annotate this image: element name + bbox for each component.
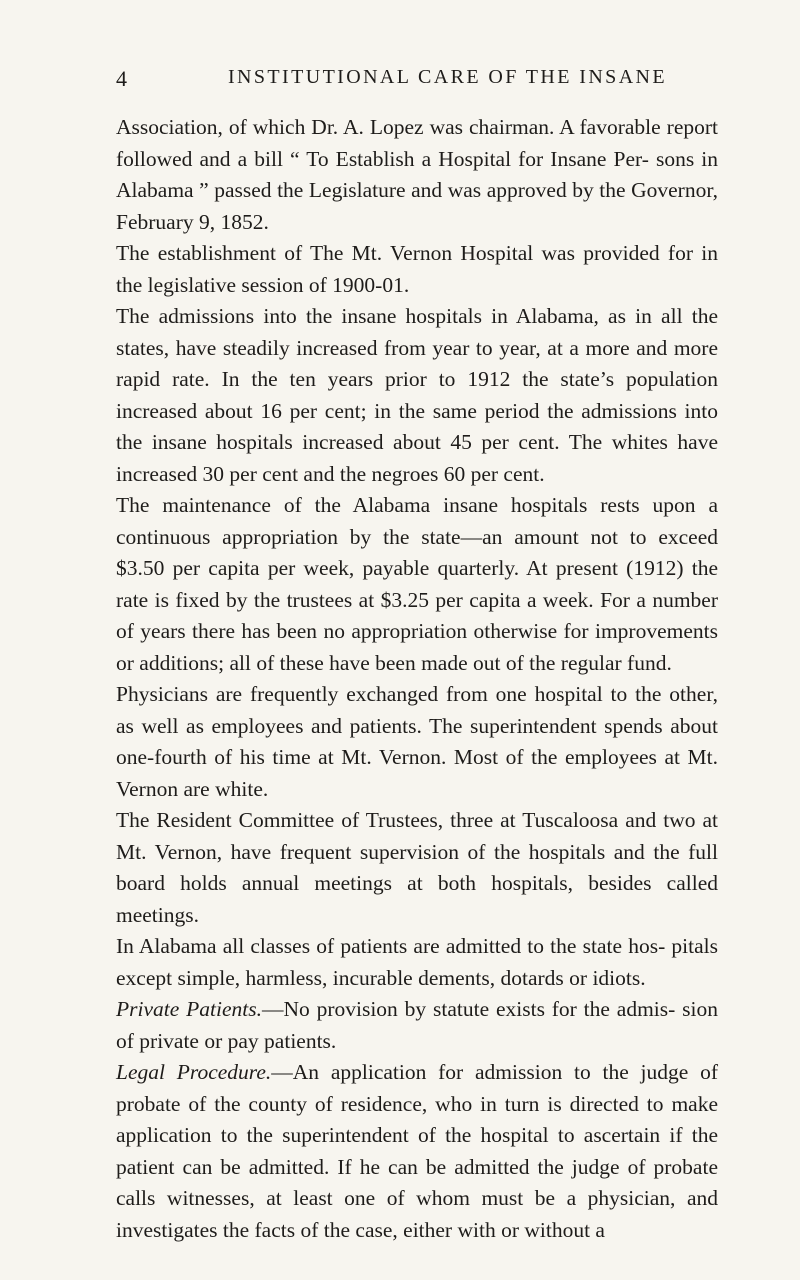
paragraph-text: The admissions into the insane hospitals in Alabama, as in all the states, have steadily increased from year to year, at a more and more rapid rate. In the ten years prior to 1912 the state’s population increased about 16 per cent; in the same period the admissions into the insane hospitals increased about 45 per cent. The whites have increased 30 per cent and the negroes 60 per cent. xyxy=(116,304,718,486)
paragraph xyxy=(116,679,718,805)
paragraph xyxy=(116,994,718,1057)
paragraph-text: Association, of which Dr. A. Lopez was chairman. A favorable report followed and a bill “ To Establish a Hospital for Insane Per- sons in Alabama ” passed the Legislature and was approved by the Governor, February 9, 1852. xyxy=(116,115,718,234)
paragraph xyxy=(116,1057,718,1246)
paragraph-text: The establishment of The Mt. Vernon Hospital was provided for in the legislative session of 1900-01. xyxy=(116,241,718,297)
paragraph xyxy=(116,301,718,490)
paragraph xyxy=(116,805,718,931)
paragraph xyxy=(116,490,718,679)
paragraph xyxy=(116,112,718,238)
body-text xyxy=(116,112,718,1246)
paragraph-text: —An application for admission to the judge of probate of the county of residence, who in turn is directed to make application to the superintendent of the hospital to ascertain if the patient can be admitted. If he can be admitted the judge of probate calls witnesses, at least one of whom must be a physician, and investigates the facts of the case, either with or without a xyxy=(116,1060,718,1242)
paragraph-text: —No provision by statute exists for the admis- sion of private or pay patients. xyxy=(116,997,718,1053)
page-number: 4 xyxy=(116,66,127,91)
running-head xyxy=(116,66,716,98)
paragraph-text: The maintenance of the Alabama insane hospitals rests upon a continuous appropriation by the state—an amount not to exceed $3.50 per capita per week, payable quarterly. At present (1912) the rate is fixed by the trustees at $3.25 per capita a week. For a number of years there has been no appropriation otherwise for improvements or additions; all of these have been made out of the regular fund. xyxy=(116,493,718,675)
paragraph-text: In Alabama all classes of patients are admitted to the state hos- pitals except simple, harmless, incurable dements, dotards or idiots. xyxy=(116,934,718,990)
running-title: INSTITUTIONAL CARE OF THE INSANE xyxy=(228,66,667,88)
run-in-heading: Legal Procedure. xyxy=(116,1060,272,1084)
paragraph-text: The Resident Committee of Trustees, three at Tuscaloosa and two at Mt. Vernon, have frequent supervision of the hospitals and the full board holds annual meetings at both hospitals, besides called meetings. xyxy=(116,808,718,927)
paragraph xyxy=(116,931,718,994)
paragraph xyxy=(116,238,718,301)
run-in-heading: Private Patients. xyxy=(116,997,262,1021)
paragraph-text: Physicians are frequently exchanged from one hospital to the other, as well as employees and patients. The superintendent spends about one-fourth of his time at Mt. Vernon. Most of the employees at Mt. Vernon are white. xyxy=(116,682,718,801)
